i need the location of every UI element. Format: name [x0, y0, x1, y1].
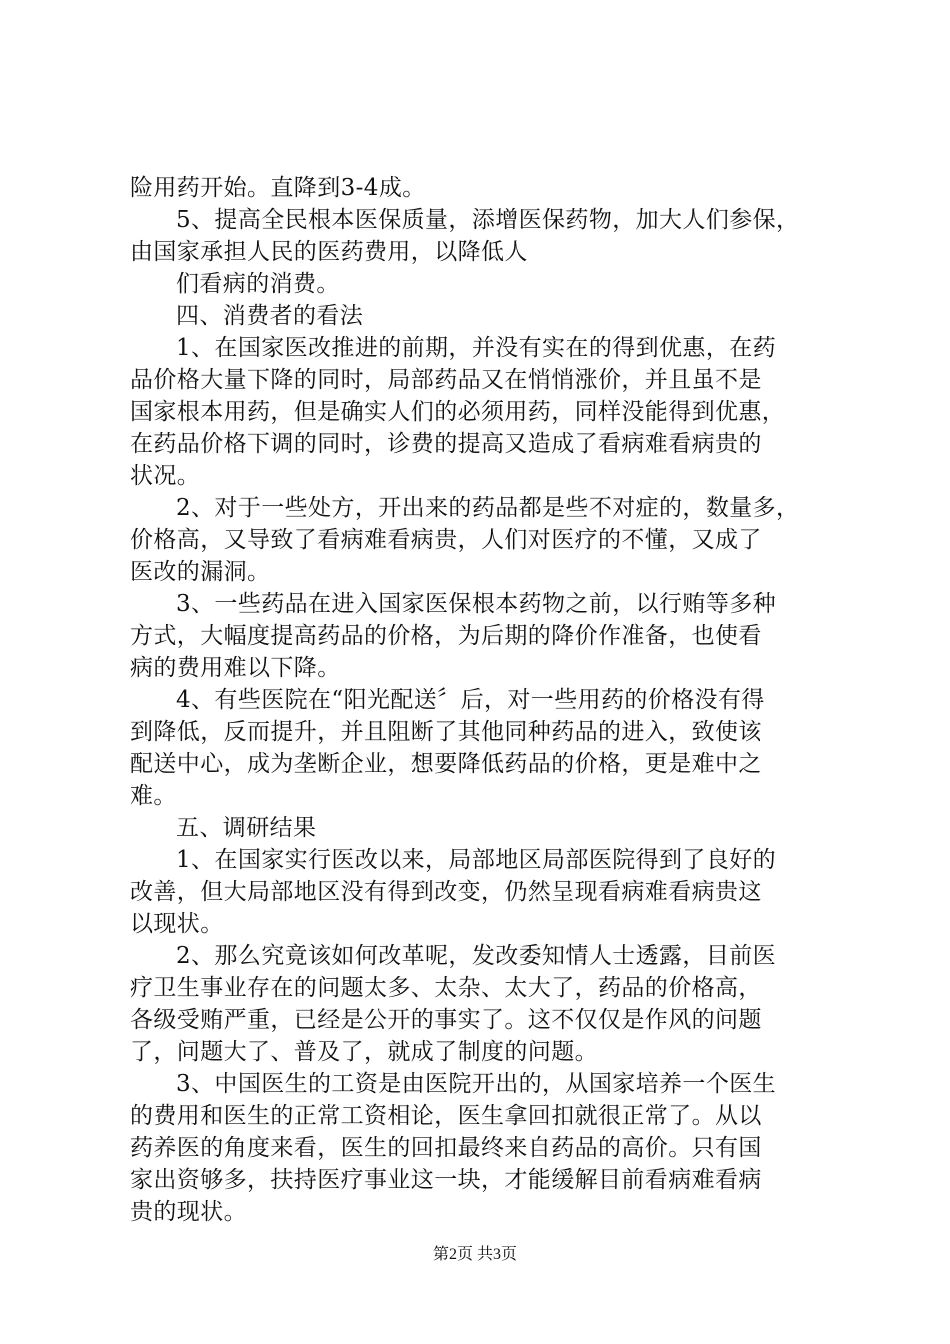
text-line: 了，问题大了、普及了，就成了制度的问题。	[130, 1039, 598, 1065]
paragraph-start-line: 1、在国家实行医改以来，局部地区局部医院得到了良好的	[176, 847, 777, 873]
text-line: 状况。	[130, 463, 201, 489]
text-line: 在药品价格下调的同时，诊费的提高又造成了看病难看病贵的	[130, 431, 762, 457]
text-line: 价格高，又导致了看病难看病贵，人们对医疗的不懂，又成了	[130, 527, 762, 553]
text-line: 病的费用难以下降。	[130, 655, 341, 681]
text-line: 到降低，反而提升，并且阻断了其他同种药品的进入，致使该	[130, 719, 762, 745]
paragraph-start-line: 3、一些药品在进入国家医保根本药物之前，以行贿等多种	[176, 591, 777, 617]
text-line: 疗卫生事业存在的问题太多、太杂、太大了，药品的价格高，	[130, 975, 762, 1001]
text-line: 险用药开始。直降到3-4成。	[130, 175, 426, 201]
text-line: 配送中心，成为垄断企业，想要降低药品的价格，更是难中之	[130, 751, 762, 777]
text-line: 方式，大幅度提高药品的价格，为后期的降价作准备，也使看	[130, 623, 762, 649]
paragraph-start-line: 1、在国家医改推进的前期，并没有实在的得到优惠，在药	[176, 335, 777, 361]
text-line: 贵的现状。	[130, 1199, 247, 1225]
text-line: 医改的漏洞。	[130, 559, 271, 585]
text-line: 家出资够多，扶持医疗事业这一块，才能缓解目前看病难看病	[130, 1167, 762, 1193]
page-footer: 第2页 共3页	[432, 1246, 517, 1263]
text-line: 改善，但大局部地区没有得到改变，仍然呈现看病难看病贵这	[130, 879, 762, 905]
section-heading: 四、消费者的看法	[176, 303, 364, 329]
section-heading: 五、调研结果	[176, 815, 317, 841]
text-line: 药养医的角度来看，医生的回扣最终来自药品的高价。只有国	[130, 1135, 762, 1161]
text-line: 的费用和医生的正常工资相论，医生拿回扣就很正常了。从以	[130, 1103, 762, 1129]
text-line: 品价格大量下降的同时，局部药品又在悄悄涨价，并且虽不是	[130, 367, 762, 393]
text-line: 以现状。	[130, 911, 224, 937]
paragraph-start-line: 5、提高全民根本医保质量，添增医保药物，加大人们参保，	[176, 207, 800, 233]
paragraph-start-line: 4、有些医院在“阳光配送〞后，对一些用药的价格没有得	[176, 687, 765, 713]
paragraph-start-line: 2、对于一些处方，开出来的药品都是些不对症的，数量多，	[176, 495, 800, 521]
paragraph-start-line: 2、那么究竟该如何改革呢，发改委知情人士透露，目前医	[176, 943, 777, 969]
text-line: 由国家承担人民的医药费用，以降低人	[130, 239, 528, 265]
paragraph-start-line: 3、中国医生的工资是由医院开出的，从国家培养一个医生	[176, 1071, 777, 1097]
text-line: 们看病的消费。	[176, 271, 340, 297]
text-line: 国家根本用药，但是确实人们的必须用药，同样没能得到优惠，	[130, 399, 786, 425]
text-line: 各级受贿严重，已经是公开的事实了。这不仅仅是作风的问题	[130, 1007, 762, 1033]
text-line: 难。	[130, 783, 177, 809]
